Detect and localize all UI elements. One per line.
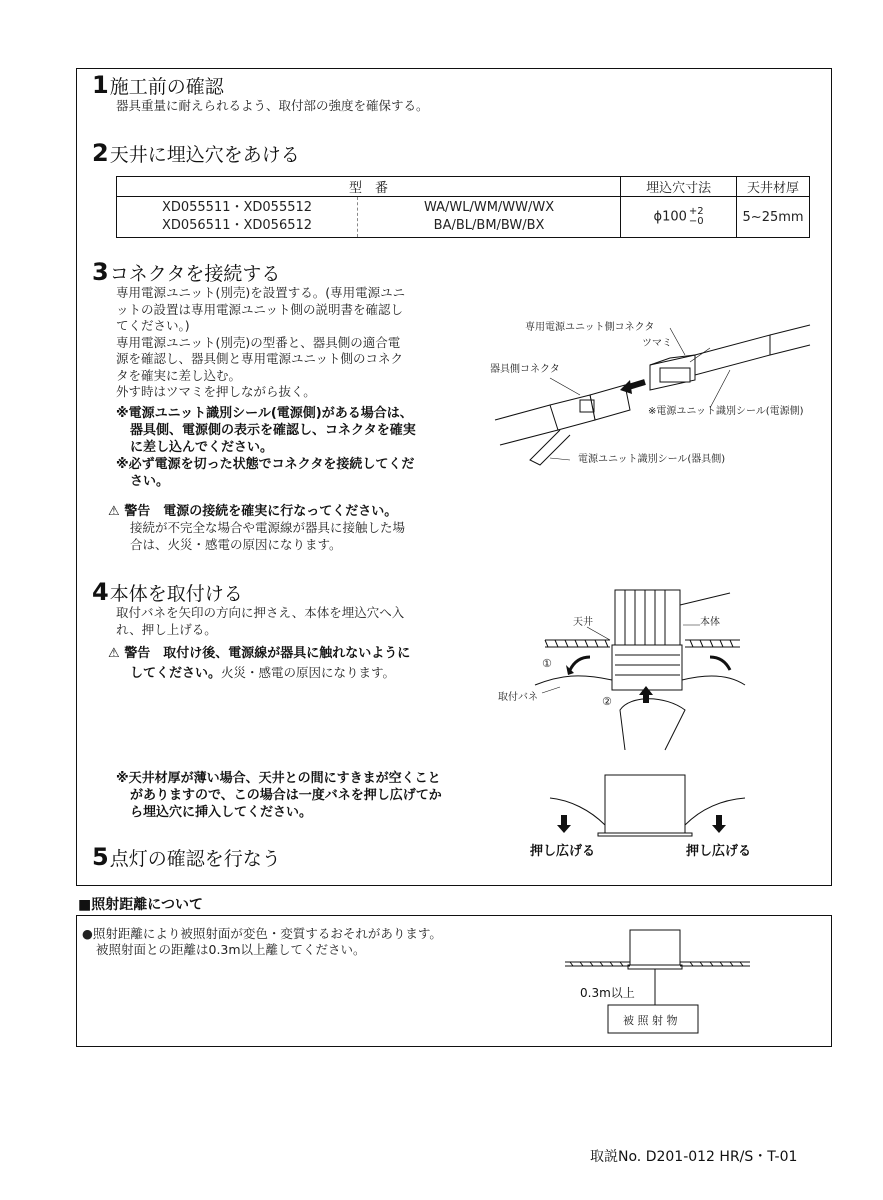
section-title: コネクタを接続する — [109, 263, 281, 285]
document-number: 取説No. D201-012 HR/S・T-01 — [590, 1149, 798, 1165]
note-line: ら埋込穴に挿入してください。 — [130, 805, 313, 820]
label-push-left: 押し広げる — [530, 844, 596, 859]
label-ceiling: 天井 — [573, 617, 593, 628]
para-line: てください。) — [116, 318, 190, 333]
hole-cell — [621, 197, 737, 238]
colors-cell — [358, 197, 621, 238]
note-line: に差し込んでください。 — [130, 440, 274, 455]
section-number: 4 — [92, 578, 109, 606]
para-line: れ、押し上げる。 — [116, 621, 217, 637]
section-3-text — [116, 285, 456, 401]
para-line: タを確実に差し込む。 — [116, 367, 242, 383]
para-line: 源を確認し、器具側と専用電源ユニット側のコネク — [116, 351, 404, 366]
warning-line: 接続が不完全な場合や電源線が器具に接触した場 — [130, 520, 406, 535]
label-spring: 取付バネ — [498, 692, 538, 703]
connector-figure — [470, 310, 830, 480]
note-line: がありますので、この場合は一度バネを押し広げてか — [130, 788, 442, 803]
note-line: ※必ず電源を切った状態でコネクタを接続してくだ — [116, 457, 415, 472]
colors-line-1: WA/WL/WM/WW/WX — [423, 200, 555, 215]
section-4-text — [116, 605, 456, 638]
spec-table — [116, 176, 810, 238]
warning-icon: ⚠ — [108, 646, 120, 661]
thickness-cell: 5~25mm — [737, 197, 810, 238]
note-line: さい。 — [130, 474, 170, 489]
warning-line: してください。 — [130, 666, 222, 681]
para-line: 専用電源ユニット(別売)の型番と、器具側の適合電 — [116, 334, 401, 350]
section-number: 3 — [92, 258, 109, 286]
para-line: 外す時はツマミを押しながら抜く。 — [116, 384, 316, 399]
warning-line: 合は、火災・感電の原因になります。 — [130, 536, 342, 552]
label-knob: ツマミ — [642, 338, 672, 349]
section-4-heading — [92, 578, 243, 606]
target-label: 被 照 射 物 — [623, 1014, 678, 1027]
header-model: 型 番 — [117, 177, 621, 197]
note-thin-ceiling — [116, 770, 486, 821]
warning-install — [108, 645, 458, 682]
section-1-heading — [92, 71, 224, 99]
colors-line-2: BA/BL/BM/BW/BX — [433, 218, 545, 233]
note-line: 器具側、電源側の表示を確認し、コネクタを確実 — [130, 423, 416, 438]
irradiation-line-2: 被照射面との距離は0.3m以上離してください。 — [96, 942, 366, 957]
section-2-heading — [92, 139, 300, 167]
section-number: 5 — [92, 843, 109, 871]
header-thickness: 天井材厚 — [737, 177, 810, 197]
header-hole: 埋込穴寸法 — [621, 177, 737, 197]
warning-tail: 火災・感電の原因になります。 — [221, 665, 396, 680]
section-title: 天井に埋込穴をあける — [109, 144, 300, 166]
section-title: 本体を取付ける — [109, 583, 243, 605]
label-psu-connector: 専用電源ユニット側コネクタ — [525, 322, 655, 333]
tolerance-plus: +2 — [688, 206, 704, 217]
warning-title: 警告 電源の接続を確実に行なってください。 — [124, 504, 398, 519]
irradiation-line-1: ●照射距離により被照射面が変色・変質するおそれがあります。 — [82, 926, 442, 941]
section-3-heading — [92, 258, 281, 286]
para-line: ットの設置は専用電源ユニット側の説明書を確認し — [116, 301, 404, 317]
section-5-heading — [92, 843, 281, 871]
section-title: 施工前の確認 — [109, 76, 224, 98]
warning-line: 警告 取付け後、電源線が器具に触れないように — [124, 646, 411, 661]
label-fixture-connector: 器具側コネクタ — [490, 364, 560, 375]
model-line-1: XD055511・XD055512 — [161, 200, 313, 215]
section-title: 点灯の確認を行なう — [109, 848, 281, 870]
label-step-1: ① — [542, 657, 552, 670]
note-line: ※天井材厚が薄い場合、天井との間にすきまが空くこと — [116, 771, 441, 786]
tolerance-minus: −0 — [688, 216, 704, 227]
warning-icon: ⚠ — [108, 504, 120, 519]
para-line: 取付バネを矢印の方向に押さえ、本体を埋込穴へ入 — [116, 605, 405, 620]
distance-label: 0.3m以上 — [580, 986, 635, 1000]
label-body: 本体 — [700, 617, 720, 628]
section-number: 1 — [92, 71, 109, 99]
install-figure — [490, 585, 750, 755]
warning-connection — [108, 503, 468, 553]
irradiation-figure — [560, 925, 760, 1040]
label-seal-fixture: 電源ユニット識別シール(器具側) — [578, 454, 726, 465]
spread-figure — [530, 770, 780, 840]
model-cell — [117, 197, 358, 238]
label-push-right: 押し広げる — [686, 844, 752, 859]
section-1-body: 器具重量に耐えられるよう、取付部の強度を確保する。 — [116, 98, 429, 113]
label-step-2: ② — [602, 695, 612, 708]
para-line: 専用電源ユニット(別売)を設置する。(専用電源ユニ — [116, 285, 406, 300]
hole-value: ϕ100 — [653, 209, 687, 225]
section-number: 2 — [92, 139, 109, 167]
label-seal-psu: ※電源ユニット識別シール(電源側) — [648, 406, 804, 417]
note-seal — [116, 405, 461, 490]
model-line-2: XD056511・XD056512 — [161, 218, 313, 233]
note-line: ※電源ユニット識別シール(電源側)がある場合は、 — [116, 406, 413, 421]
irradiation-title: ■照射距離について — [78, 897, 203, 913]
